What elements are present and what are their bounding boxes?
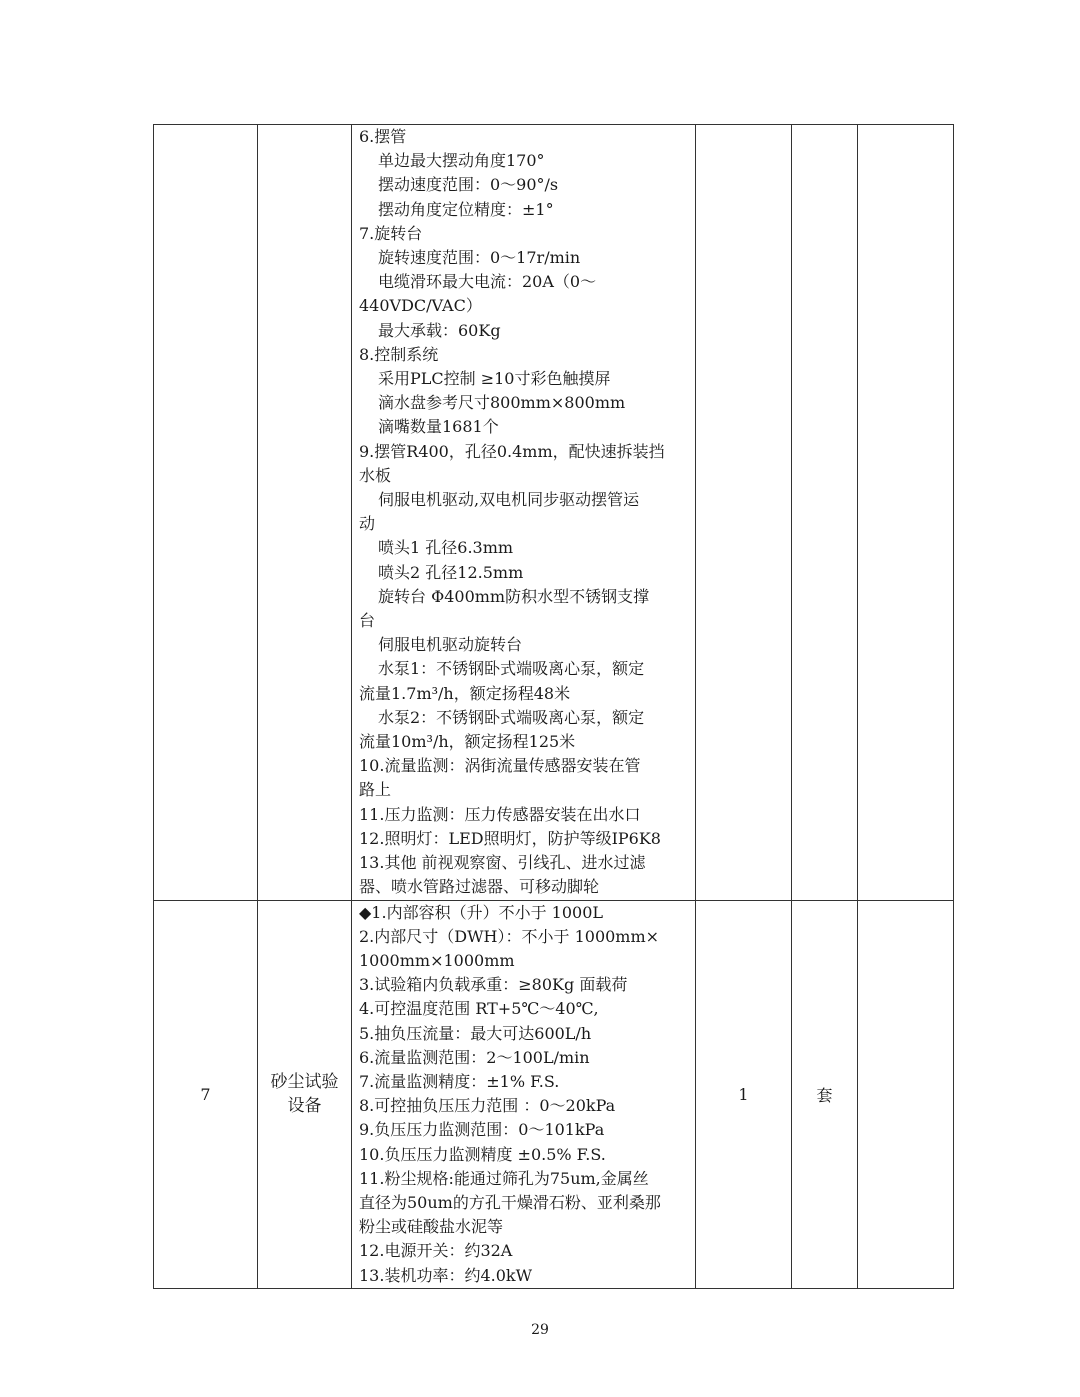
spec-line: 采用PLC控制 ≥10寸彩色触摸屏 (378, 369, 611, 389)
spec-line: 旋转台 Φ400mm防积水型不锈钢支撑 (378, 586, 650, 606)
unit-cell: 套 (792, 900, 858, 1288)
spec-line: 13.其他 前视观察窗、引线孔、进水过滤 (359, 853, 646, 873)
table-row (154, 125, 954, 901)
spec-line: 水泵2：不锈钢卧式端吸离心泵，额定 (378, 707, 645, 727)
spec-line: 器、喷水管路过滤器、可移动脚轮 (359, 877, 600, 897)
spec-line: 滴嘴数量1681个 (378, 417, 499, 437)
spec-line: 流量10m³/h，额定扬程125米 (359, 732, 576, 752)
spec-line: 直径为50um的方孔干燥滑石粉、亚利桑那 (359, 1192, 661, 1212)
spec-line: 路上 (359, 780, 392, 800)
item-number-cell: 7 (154, 900, 258, 1288)
spec-line: ◆1.内部容积（升）不小于 1000L (359, 902, 604, 922)
spec-line: 旋转速度范围：0～17r/min (378, 248, 581, 268)
spec-line: 10.负压压力监测精度 ±0.5% F.S. (359, 1144, 606, 1164)
spec-line: 11.压力监测：压力传感器安装在出水口 (359, 804, 641, 824)
spec-line: 喷头1 孔径6.3mm (378, 538, 514, 558)
spec-line: 电缆滑环最大电流：20A（0～ (378, 272, 597, 292)
item-name-line: 设备 (287, 1096, 322, 1117)
spec-cell (352, 125, 696, 901)
spec-line: 台 (359, 611, 376, 631)
spec-line: 9.负压压力监测范围：0～101kPa (359, 1120, 605, 1140)
spec-line: 伺服电机驱动旋转台 (378, 635, 523, 655)
spec-line: 喷头2 孔径12.5mm (378, 562, 524, 582)
item-number-cell (154, 125, 258, 901)
spec-line: 最大承载：60Kg (378, 320, 501, 340)
spec-line: 2.内部尺寸（DWH）：不小于 1000mm× (359, 926, 660, 946)
spec-line: 10.流量监测：涡街流量传感器安装在管 (359, 756, 641, 776)
spec-line: 8.可控抽负压压力范围 ：0～20kPa (359, 1096, 616, 1116)
quantity-cell (696, 125, 792, 901)
spec-line: 流量1.7m³/h，额定扬程48米 (359, 683, 571, 703)
note-cell (858, 900, 954, 1288)
spec-line: 动 (359, 514, 376, 534)
spec-line: 3.试验箱内负载承重：≥80Kg 面载荷 (359, 975, 628, 995)
spec-line: 12.照明灯：LED照明灯，防护等级IP6K8 (359, 828, 661, 848)
spec-line: 7.旋转台 (359, 223, 423, 243)
spec-line: 滴水盘参考尺寸800mm×800mm (378, 393, 626, 413)
note-cell (858, 125, 954, 901)
item-name-cell (258, 125, 352, 901)
spec-line: 9.摆管R400，孔径0.4mm，配快速拆装挡 (359, 441, 665, 461)
quantity-cell: 1 (696, 900, 792, 1288)
spec-line: 12.电源开关：约32A (359, 1241, 513, 1261)
spec-cell (352, 900, 696, 1288)
spec-line: 6.摆管 (359, 127, 407, 146)
item-name-cell (258, 900, 352, 1288)
spec-line: 粉尘或硅酸盐水泥等 (359, 1217, 504, 1237)
spec-line: 伺服电机驱动,双电机同步驱动摆管运 (378, 490, 640, 510)
spec-line: 水板 (359, 465, 392, 485)
spec-line: 5.抽负压流量：最大可达600L/h (359, 1023, 592, 1043)
unit-cell (792, 125, 858, 901)
table-row (154, 900, 954, 1288)
spec-line: 单边最大摆动角度170° (378, 151, 545, 171)
spec-line: 4.可控温度范围 RT+5℃～40℃, (359, 999, 599, 1019)
item-name-line: 砂尘试验 (270, 1072, 339, 1093)
spec-table (153, 124, 954, 1289)
spec-line: 6.流量监测范围：2～100L/min (359, 1047, 590, 1067)
spec-line: 8.控制系统 (359, 344, 439, 364)
spec-line: 13.装机功率：约4.0kW (359, 1265, 533, 1285)
spec-line: 1000mm×1000mm (359, 950, 515, 970)
spec-line: 水泵1：不锈钢卧式端吸离心泵，额定 (378, 659, 645, 679)
spec-line: 440VDC/VAC） (359, 296, 482, 316)
page-number: 29 (531, 1322, 549, 1338)
spec-line: 7.流量监测精度：±1% F.S. (359, 1071, 560, 1091)
spec-line: 11.粉尘规格:能通过筛孔为75um,金属丝 (359, 1168, 649, 1188)
spec-line: 摆动角度定位精度：±1° (378, 199, 554, 219)
spec-line: 摆动速度范围：0～90°/s (378, 175, 559, 195)
